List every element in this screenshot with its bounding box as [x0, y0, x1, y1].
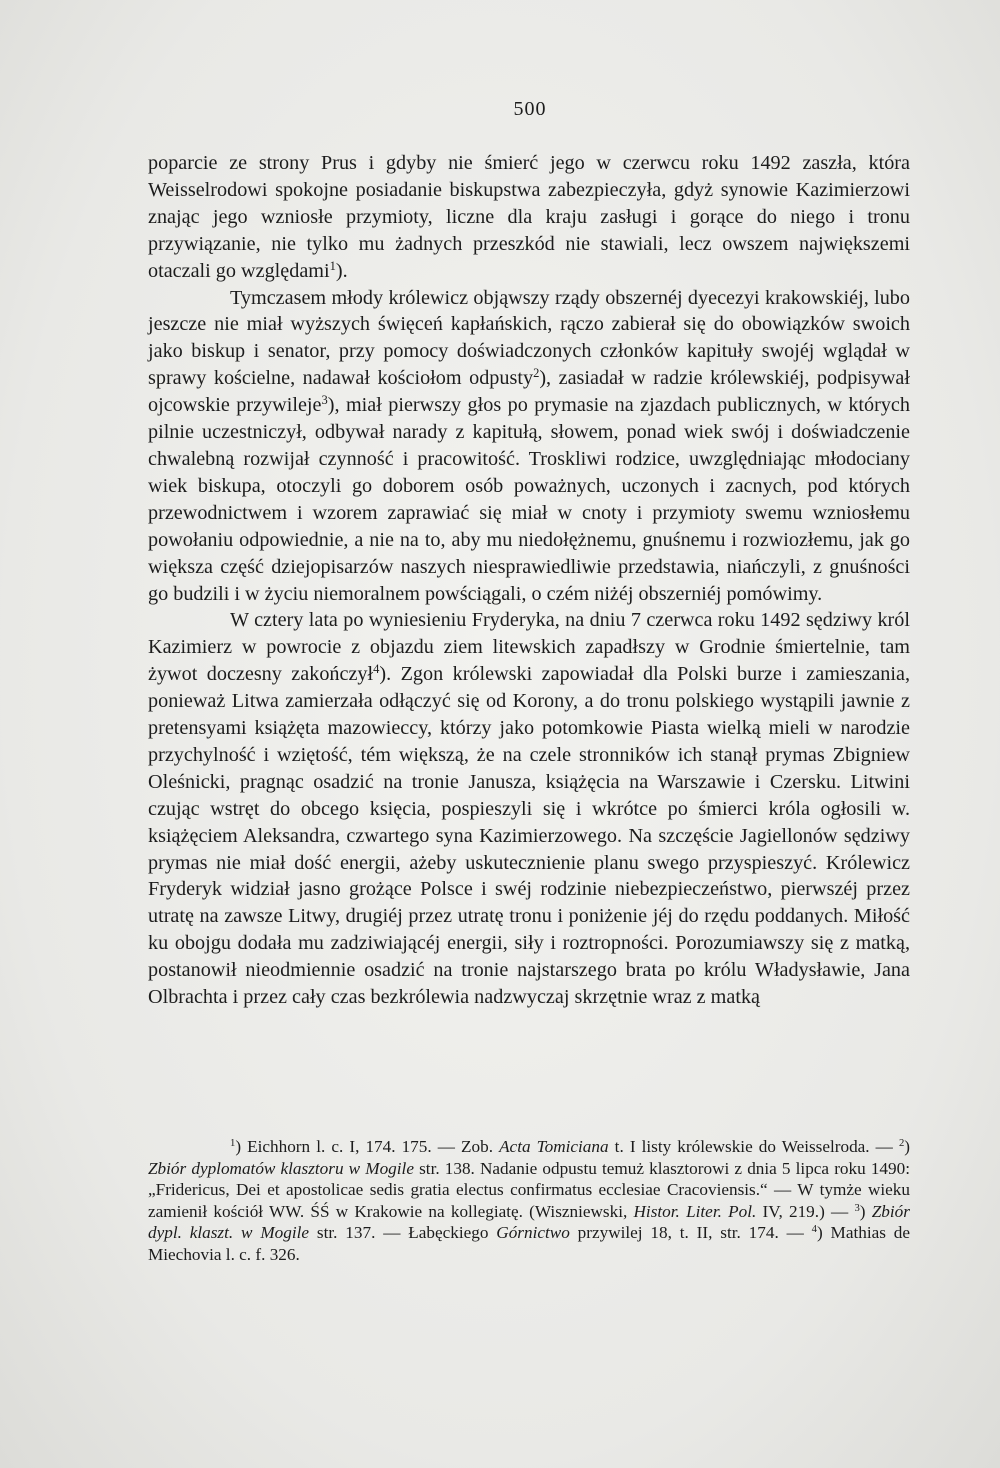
footnote-paragraph	[148, 1136, 910, 1265]
italic-title: Górnictwo	[496, 1223, 570, 1242]
italic-title: Zbiór dyplomatów klasztoru w Mogile	[148, 1158, 414, 1178]
text-run: str. 138. Nadanie odpustu temuż klasztorowi z dnia 5 lipca roku 1490: „Fridericus, Dei et apostolicae sedis gratia electus confirmatus ecclesiae Cracoviensis.“ — W tymże wieku zamienił kościół WW. ŚŚ w Krakowie na kollegiatę. (Wiszniewski,	[148, 1158, 910, 1221]
text-run: ), miał pierwszy głos po prymasie na zjazdach publicznych, w których pilnie uczestniczył, odbywał narady z kapitułą, słowem, ponad wiek swój i doświadczenie chwalebną rozwijał czynność i pracowitość. Troskliwi rodzice, uwzględniając młodociany wiek biskupa, otoczyli go doborem osób poważnych, uczonych i zacnych, pod których przewodnictwem i wzorem zaprawiać się miał w cnoty i przymioty swemu wzniosłemu powołaniu odpowiednie, a nie na to, aby mu niedołężnemu, gnuśnemu i rozwiozłemu, jak go większa część dziejopisarzów naszych niesprawiedliwie przedstawia, niańczyli, z gnuśności go budzili i w życiu niemoralnem powściągali, o czém niżéj obszerniéj pomówimy.	[148, 394, 910, 605]
paragraph	[148, 285, 910, 608]
footnote-marker: 1	[329, 258, 336, 273]
text-run: IV, 219.) —	[756, 1201, 855, 1221]
footnote-marker: 3	[854, 1202, 860, 1214]
main-text	[148, 150, 910, 1011]
text-run: str. 137. — Łabęckiego	[309, 1223, 497, 1242]
text-run: )	[859, 1201, 872, 1221]
text-run: ) Eichhorn l. c. I, 174. 175. — Zob.	[235, 1137, 500, 1156]
footnote-marker: 2	[533, 366, 540, 381]
footnote-marker: 4	[373, 662, 380, 677]
footnote-marker: 1	[230, 1138, 236, 1150]
text-run: W cztery lata po wyniesieniu Fryderyka, na dniu 7 czerwca roku 1492 sędziwy król Kazimierz w powrocie z objazdu ziem litewskich zapadłszy w Grodnie śmiertelnie, tam żywot doczesny zakończył	[148, 609, 910, 686]
text-run: ), zasiadał w radzie królewskiéj, podpisywał ojcowskie przywileje	[148, 367, 911, 417]
text-run: przywilej 18, t. II, str. 174. —	[569, 1223, 812, 1242]
footnote-marker: 4	[811, 1224, 817, 1236]
italic-title: Zbiór dypl. klaszt. w Mogile	[148, 1201, 910, 1242]
text-run: ).	[335, 259, 348, 282]
footnotes	[148, 1136, 910, 1265]
text-run: Tymczasem młody królewicz objąwszy rządy obszernéj dyecezyi krakowskiéj, lubo jeszcze nie miał wyższych święceń kapłańskich, rączo zabierał się do obowiązków swoich jako biskup i senator, przy pomocy doświadczonych członków kapituły swojéj wglądał w sprawy kościelne, nadawał kościołom odpusty	[148, 286, 910, 390]
paragraph	[148, 150, 910, 285]
italic-title: Acta Tomiciana	[499, 1137, 609, 1156]
paragraph	[148, 607, 910, 1011]
page-number: 500	[513, 98, 547, 120]
footnote-marker: 2	[898, 1138, 905, 1150]
text-run: )	[904, 1137, 910, 1156]
italic-title: Histor. Liter. Pol.	[633, 1201, 757, 1221]
text-run: ). Zgon królewski zapowiadał dla Polski burze i zamieszania, ponieważ Litwa zamierzała odłączyć się od Korony, a do tronu polskiego wystąpili jawnie z pretensyami książęta mazowieccy, którzy jako potomkowie Piasta wielką mieli w narodzie przychylność i wziętość, tém większą, że na czele stronników ich stanął prymas Zbigniew Oleśnicki, pragnąc osadzić na tronie Janusza, książęcia na Warszawie i Czersku. Litwini czując wstręt do obcego księcia, pospieszyli się i wkrótce po śmierci króla ogłosili w. książęciem Aleksandra, czwartego syna Kazimierzowego. Na szczęście Jagiellonów sędziwy prymas nie miał dość energii, ażeby uskutecznienie planu swego przyspieszyć. Królewicz Fryderyk widział jasno grożące Polsce i swéj rodzinie niebezpieczeństwo, pierwszéj przez utratę na zawsze Litwy, drugiéj przez utratę tronu i poniżenie jéj do rzędu poddanych. Miłość ku obojgu dodała mu zadziwiającéj energii, siły i roztropności. Porozumiawszy się z matką, postanowił nieodmiennie osadzić na tronie najstarszego brata po królu Władysławie, Jana Olbrachta i przez cały czas bezkrólewia nadzwyczaj skrzętnie wraz z matką	[148, 663, 910, 1009]
footnote-marker: 3	[321, 393, 328, 408]
text-run: ) Mathias de Miechovia l. c. f. 326.	[148, 1223, 910, 1264]
text-run: poparcie ze strony Prus i gdyby nie śmierć jego w czerwcu roku 1492 zaszła, która Weisselrodowi spokojne posiadanie biskupstwa zabezpieczyła, gdyż synowie Kazimierzowi znając jego wzniosłe przymioty, liczne dla kraju zasługi i gorące do niego i tronu przywiązanie, nie tylko mu żadnych przeszkód nie stawiali, lecz owszem największemi otaczali go względami	[148, 152, 910, 282]
text-run: t. I listy królewskie do Weisselroda. —	[608, 1137, 899, 1156]
